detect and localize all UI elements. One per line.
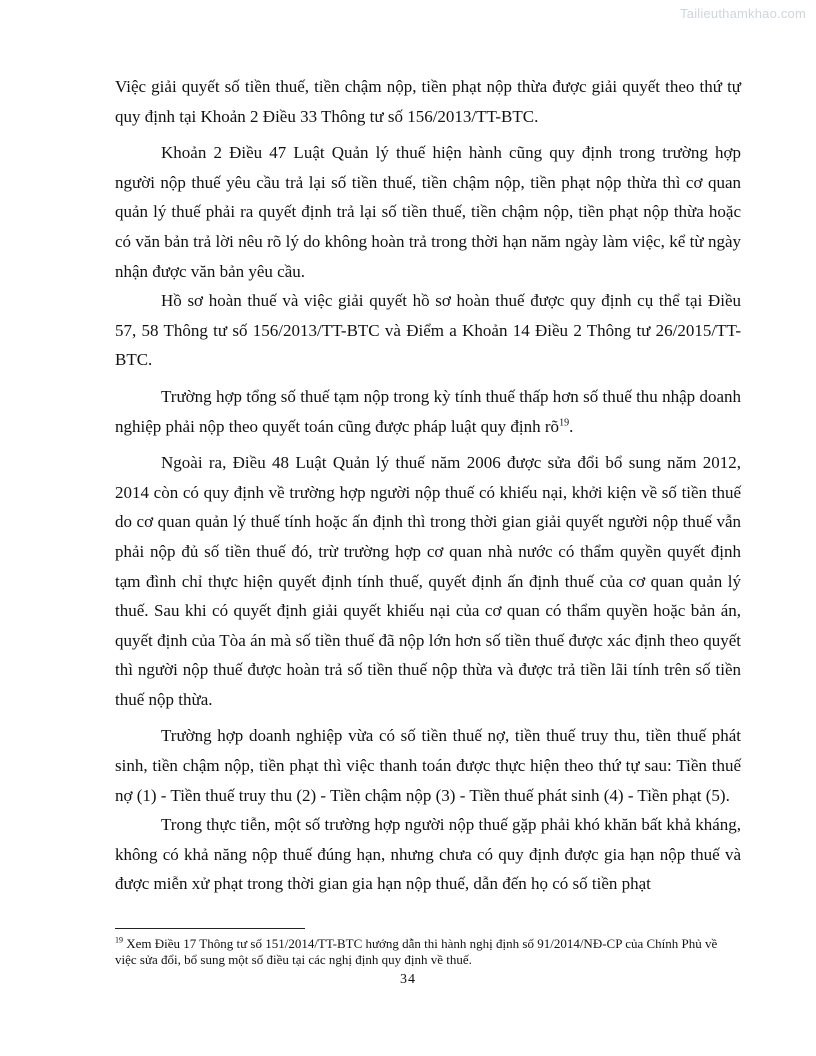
footnote [115,936,741,968]
footnote-reference: 19 [559,416,570,428]
footnote-separator [115,928,305,929]
paragraph: Việc giải quyết số tiền thuế, tiền chậm nộp, tiền phạt nộp thừa được giải quyết theo thứ tự quy định tại Khoản 2 Điều 33 Thông tư số 156/2013/TT-BTC. [115,77,741,126]
paragraph: Trong thực tiễn, một số trường hợp người nộp thuế gặp phải khó khăn bất khả kháng, không có khả năng nộp thuế đúng hạn, nhưng chưa có quy định được gia hạn nộp thuế và được miễn xử phạt trong thời gian gia hạn nộp thuế, dẫn đến họ có số tiền phạt [115,815,741,894]
page-number: 34 [400,972,416,987]
paragraph-with-footnote-ref [115,382,741,441]
watermark: Tailieuthamkhao.com [680,6,806,21]
body-text [115,72,741,899]
paragraph: Ngoài ra, Điều 48 Luật Quản lý thuế năm 2006 được sửa đổi bổ sung năm 2012, 2014 còn có quy định về trường hợp người nộp thuế có khiếu nại, khởi kiện về số tiền thuế do cơ quan quản lý thuế tính hoặc ấn định thì trong thời gian giải quyết người nộp thuế vẫn phải nộp đủ số tiền thuế đó, trừ trường hợp cơ quan nhà nước có thẩm quyền quyết định tạm đình chỉ thực hiện quyết định tính thuế, quyết định ấn định thuế của cơ quan quản lý thuế. Sau khi có quyết định giải quyết khiếu nại của cơ quan có thẩm quyền hoặc bản án, quyết định của Tòa án mà số tiền thuế đã nộp lớn hơn số tiền thuế được xác định theo quyết thì người nộp thuế được hoàn trả số tiền thuế nộp thừa và được trả tiền lãi tính trên số tiền thuế nộp thừa. [115,453,741,709]
paragraph: Hồ sơ hoàn thuế và việc giải quyết hồ sơ hoàn thuế được quy định cụ thể tại Điều 57, 58 Thông tư số 156/2013/TT-BTC và Điểm a Khoản 14 Điều 2 Thông tư 26/2015/TT-BTC. [115,291,741,370]
paragraph: Khoản 2 Điều 47 Luật Quản lý thuế hiện hành cũng quy định trong trường hợp người nộp thuế yêu cầu trả lại số tiền thuế, tiền chậm nộp, tiền phạt nộp thừa thì cơ quan quản lý thuế phải ra quyết định trả lại số tiền thuế, tiền chậm nộp, tiền phạt nộp thừa hoặc có văn bản trả lời nêu rõ lý do không hoàn trả trong thời hạn năm ngày làm việc, kể từ ngày nhận được văn bản yêu cầu. [115,143,741,281]
paragraph: Trường hợp doanh nghiệp vừa có số tiền thuế nợ, tiền thuế truy thu, tiền thuế phát sinh, tiền chậm nộp, tiền phạt thì việc thanh toán được thực hiện theo thứ tự sau: Tiền thuế nợ (1) - Tiền thuế truy thu (2) - Tiền chậm nộp (3) - Tiền thuế phát sinh (4) - Tiền phạt (5). [115,726,741,805]
footnote-text: Xem Điều 17 Thông tư số 151/2014/TT-BTC hướng dẫn thi hành nghị định số 91/2014/NĐ-CP của Chính Phủ về việc sửa đổi, bổ sung một số điều tại các nghị định quy định về thuế. [115,936,718,967]
paragraph-text: Trường hợp tổng số thuế tạm nộp trong kỳ tính thuế thấp hơn số thuế thu nhập doanh nghiệp phải nộp theo quyết toán cũng được pháp luật quy định rõ [115,386,741,436]
paragraph-end-punctuation: . [569,416,574,436]
footnote-mark: 19 [115,935,123,945]
